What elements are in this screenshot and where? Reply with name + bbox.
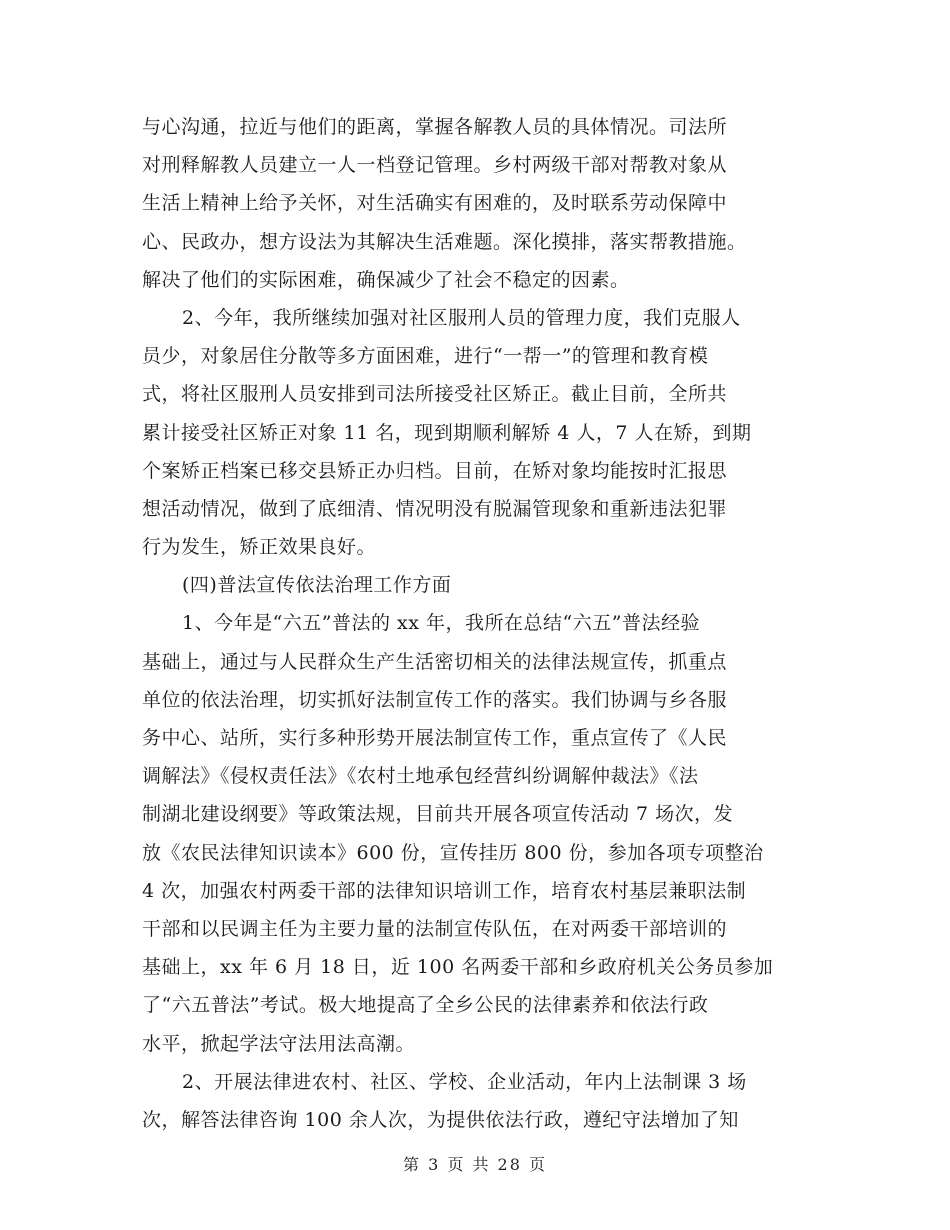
paragraph-start-line: 2、开展法律进农村、社区、学校、企业活动，年内上法制课 3 场 [182, 1070, 747, 1093]
section-heading: (四)普法宣传依法治理工作方面 [182, 574, 452, 597]
text-line: 生活上精神上给予关怀，对生活确实有困难的，及时联系劳动保障中 [142, 192, 728, 215]
text-line: 务中心、站所，实行多种形势开展法制宣传工作，重点宣传了《人民 [142, 727, 728, 749]
text-line: 4 次，加强农村两委干部的法律知识培训工作，培育农村基层兼职法制 [142, 879, 747, 902]
document-body [142, 108, 810, 1139]
text-line: 心、民政办，想方设法为其解决生活难题。深化摸排，落实帮教措施。 [142, 230, 747, 253]
text-line: 了“六五普法”考试。极大地提高了全乡公民的法律素养和依法行政 [142, 994, 709, 1017]
text-line: 与心沟通，拉近与他们的距离，掌握各解教人员的具体情况。司法所 [142, 116, 728, 138]
text-line: 调解法》《侵权责任法》《农村土地承包经营纠纷调解仲裁法》《法 [142, 765, 699, 788]
text-line: 个案矫正档案已移交县矫正办归档。目前，在矫对象均能按时汇报思 [142, 459, 728, 482]
text-line: 制湖北建设纲要》等政策法规，目前共开展各项宣传活动 7 场次，发 [142, 803, 734, 826]
text-line: 员少，对象居住分散等多方面困难，进行“一帮一”的管理和教育模 [142, 345, 709, 368]
text-line: 单位的依法治理，切实抓好法制宣传工作的落实。我们协调与乡各服 [142, 688, 728, 711]
text-line: 放《农民法律知识读本》600 份，宣传挂历 800 份，参加各项专项整治 [142, 841, 764, 864]
text-line: 解决了他们的实际困难，确保减少了社会不稳定的因素。 [142, 268, 630, 291]
text-line: 行为发生，矫正效果良好。 [142, 536, 377, 559]
text-line: 干部和以民调主任为主要力量的法制宣传队伍，在对两委干部培训的 [142, 917, 728, 940]
text-line: 式，将社区服刑人员安排到司法所接受社区矫正。截止目前，全所共 [142, 383, 728, 406]
text-line: 想活动情况，做到了底细清、情况明没有脱漏管现象和重新违法犯罪 [142, 497, 728, 520]
text-line: 累计接受社区矫正对象 11 名，现到期顺利解矫 4 人，7 人在矫，到期 [142, 421, 752, 444]
page-number-footer: 第 3 页 共 28 页 [403, 1155, 547, 1174]
text-line: 基础上，xx 年 6 月 18 日，近 100 名两委干部和乡政府机关公务员参加 [142, 956, 774, 979]
paragraph-start-line: 1、今年是“六五”普法的 xx 年，我所在总结“六五”普法经验 [182, 612, 700, 635]
text-line: 对刑释解教人员建立一人一档登记管理。乡村两级干部对帮教对象从 [142, 154, 728, 177]
text-line: 基础上，通过与人民群众生产生活密切相关的法律法规宣传，抓重点 [142, 650, 728, 673]
text-line: 次，解答法律咨询 100 余人次，为提供依法行政，遵纪守法增加了知 [142, 1108, 739, 1131]
text-line: 水平，掀起学法守法用法高潮。 [142, 1032, 416, 1055]
paragraph-start-line: 2、今年，我所继续加强对社区服刑人员的管理力度，我们克服人 [182, 306, 741, 329]
